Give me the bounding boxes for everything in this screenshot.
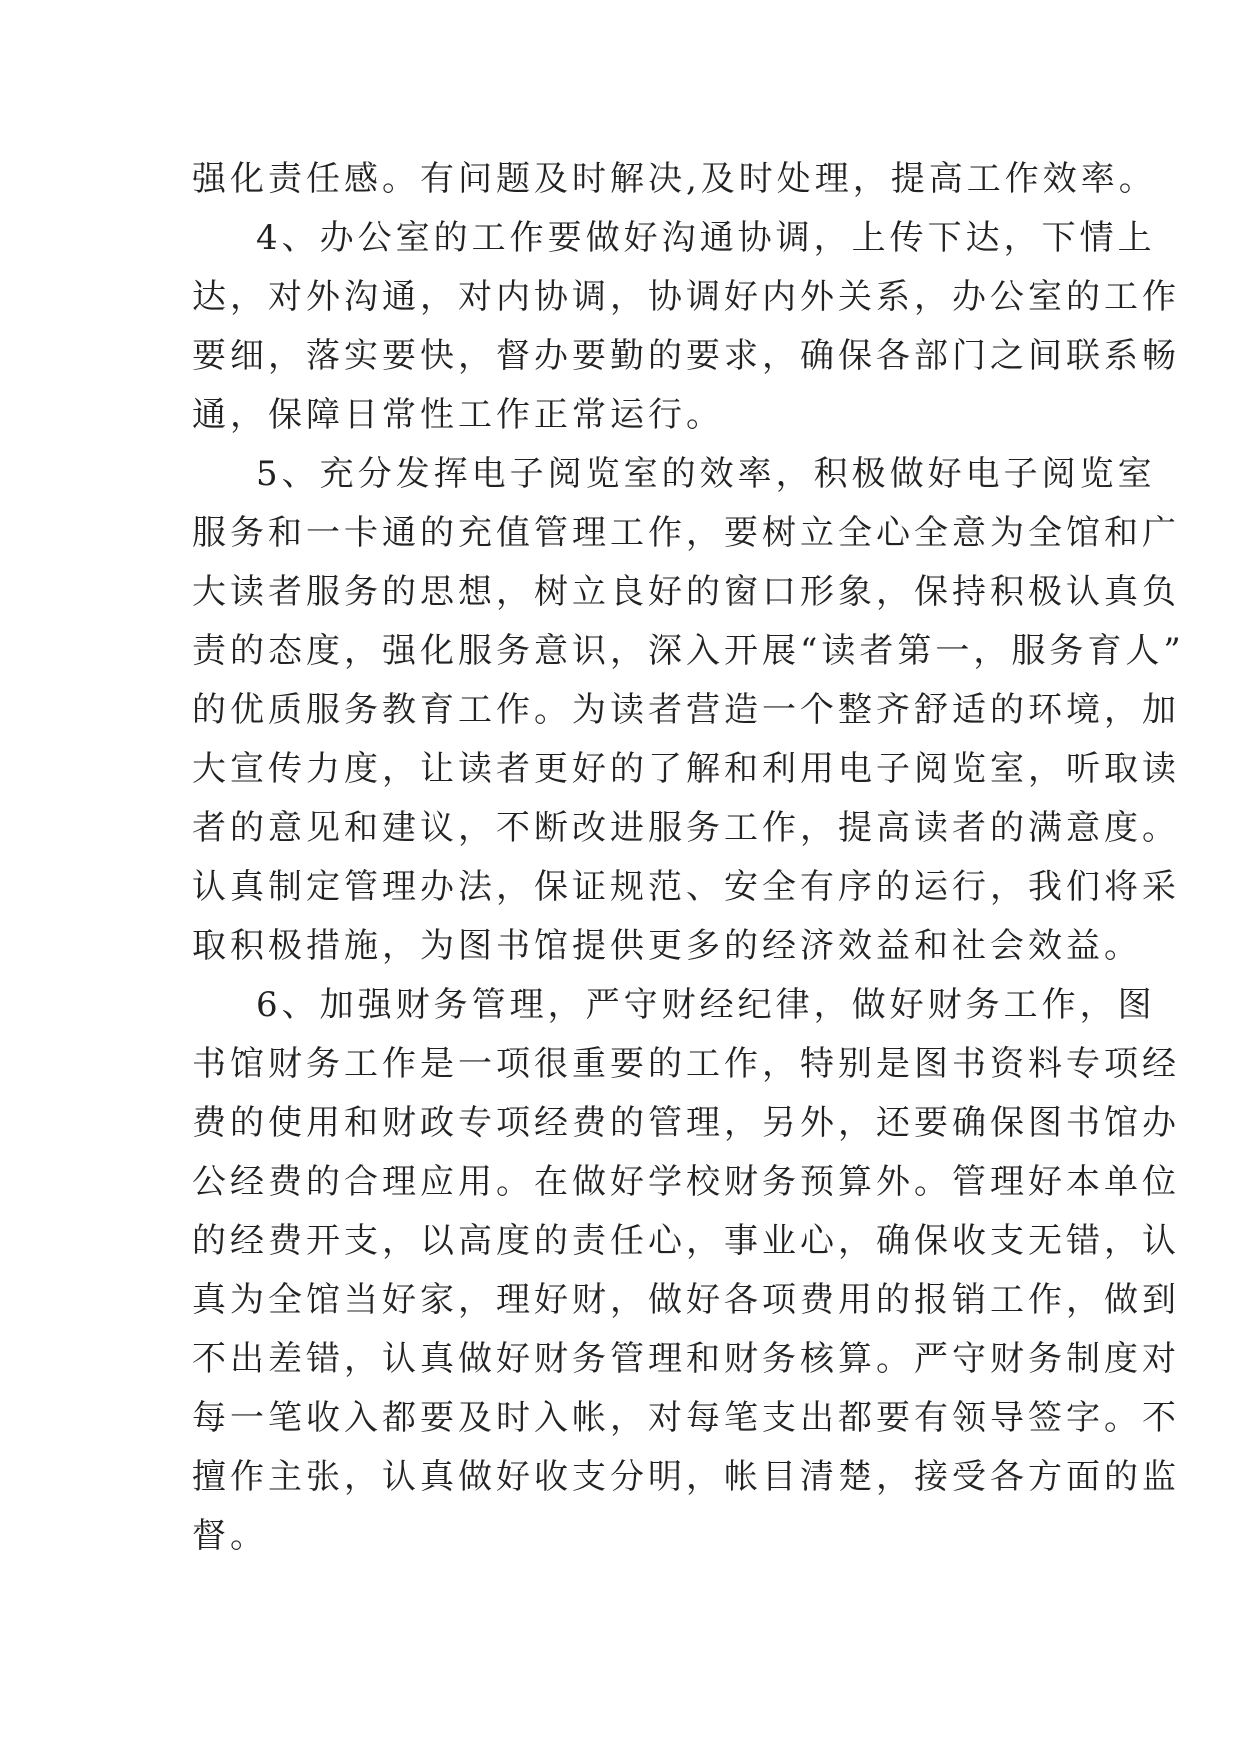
text-line: 5、充分发挥电子阅览室的效率，积极做好电子阅览室 — [256, 454, 1156, 494]
text-line: 督。 — [192, 1516, 268, 1556]
document-body — [192, 150, 1185, 1566]
text-line: 大读者服务的思想，树立良好的窗口形象，保持积极认真负 — [192, 572, 1180, 612]
text-line: 不出差错，认真做好财务管理和财务核算。严守财务制度对 — [192, 1339, 1180, 1379]
text-line: 取积极措施，为图书馆提供更多的经济效益和社会效益。 — [192, 926, 1142, 966]
text-line: 者的意见和建议，不断改进服务工作，提高读者的满意度。 — [192, 808, 1180, 848]
text-line: 大宣传力度，让读者更好的了解和利用电子阅览室，听取读 — [192, 749, 1180, 789]
text-line: 强化责任感。有问题及时解决,及时处理，提高工作效率。 — [192, 159, 1157, 199]
text-line: 擅作主张，认真做好收支分明，帐目清楚，接受各方面的监 — [192, 1457, 1180, 1497]
text-line: 责的态度，强化服务意识，深入开展“读者第一，服务育人” — [192, 631, 1185, 671]
text-line: 达，对外沟通，对内协调，协调好内外关系，办公室的工作 — [192, 277, 1180, 317]
text-line: 6、加强财务管理，严守财经纪律，做好财务工作，图 — [256, 985, 1156, 1025]
text-line: 书馆财务工作是一项很重要的工作，特别是图书资料专项经 — [192, 1044, 1180, 1084]
text-line: 通，保障日常性工作正常运行。 — [192, 395, 724, 435]
text-line: 的优质服务教育工作。为读者营造一个整齐舒适的环境，加 — [192, 690, 1180, 730]
text-line: 费的使用和财政专项经费的管理，另外，还要确保图书馆办 — [192, 1103, 1180, 1143]
text-line: 认真制定管理办法，保证规范、安全有序的运行，我们将采 — [192, 867, 1180, 907]
text-line: 的经费开支，以高度的责任心，事业心，确保收支无错，认 — [192, 1221, 1180, 1261]
text-line: 每一笔收入都要及时入帐，对每笔支出都要有领导签字。不 — [192, 1398, 1180, 1438]
text-line: 服务和一卡通的充值管理工作，要树立全心全意为全馆和广 — [192, 513, 1180, 553]
text-line: 真为全馆当好家，理好财，做好各项费用的报销工作，做到 — [192, 1280, 1180, 1320]
text-line: 公经费的合理应用。在做好学校财务预算外。管理好本单位 — [192, 1162, 1180, 1202]
text-line: 4、办公室的工作要做好沟通协调，上传下达，下情上 — [256, 218, 1156, 258]
text-line: 要细，落实要快，督办要勤的要求，确保各部门之间联系畅 — [192, 336, 1180, 376]
